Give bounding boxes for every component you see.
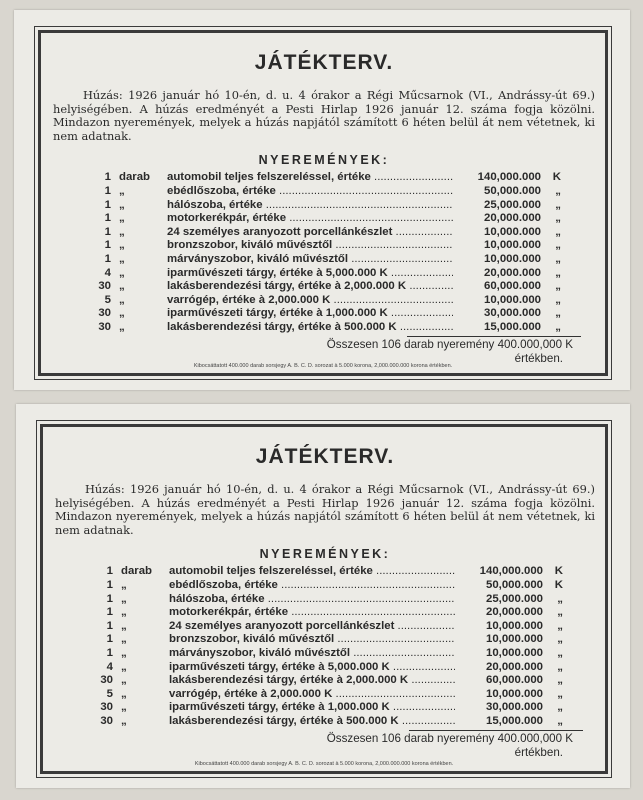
prize-list bbox=[53, 171, 595, 334]
prize-currency: „ bbox=[555, 225, 561, 238]
prize-value: 20,000.000 bbox=[485, 606, 543, 619]
prize-value: 10,000.000 bbox=[483, 252, 541, 265]
prize-unit: „ bbox=[121, 592, 127, 605]
total-line-2: értékben. bbox=[514, 745, 563, 759]
prize-row bbox=[55, 579, 595, 593]
prize-value: 25,000.000 bbox=[485, 592, 543, 605]
prize-value: 10,000.000 bbox=[483, 225, 541, 238]
prize-unit: „ bbox=[119, 266, 125, 279]
prize-qty: 30 bbox=[98, 307, 111, 320]
prize-value: 10,000.000 bbox=[485, 687, 543, 700]
prize-row bbox=[55, 565, 595, 579]
prize-unit: „ bbox=[121, 606, 127, 619]
prize-description: lakásberendezési tárgy, értéke à 2,000.000 K ..... bbox=[167, 280, 453, 294]
prize-value: 15,000.000 bbox=[483, 320, 541, 333]
ticket-card-top bbox=[14, 10, 630, 390]
prize-value: 10,000.000 bbox=[485, 633, 543, 646]
total-line-1: Összesen 106 darab nyeremény 400.000,000 K bbox=[326, 337, 573, 351]
prize-currency: „ bbox=[555, 239, 561, 252]
prize-qty: 5 bbox=[106, 687, 113, 700]
prize-qty: 1 bbox=[104, 252, 111, 265]
prize-description: automobil teljes felszereléssel, értéke ..... bbox=[169, 565, 455, 579]
prize-row bbox=[55, 661, 595, 675]
prize-currency: K bbox=[554, 578, 563, 591]
prize-qty: 1 bbox=[106, 578, 113, 591]
prize-row bbox=[55, 633, 595, 647]
prize-description: bronzszobor, kiváló művésztől ..... bbox=[167, 239, 453, 253]
prize-row bbox=[53, 226, 595, 240]
intro-text: Húzás: 1926 január hó 10-én, d. u. 4 órakor a Régi Műcsarnok (VI., Andrássy-út 69.) helyiségében. A húzás eredményét a Pesti Hirlap 1926 január 12. száma fogja közölni. Mindazon nyeremények, melyek a húzás napjától számított 6 héten belül át nem vétetnek, ki nem adatnak. bbox=[53, 88, 595, 143]
prize-description: motorkerékpár, értéke ..... bbox=[169, 606, 455, 620]
prize-unit: „ bbox=[121, 687, 127, 700]
prize-unit: „ bbox=[121, 701, 127, 714]
card-title: JÁTÉKTERV. bbox=[254, 51, 394, 74]
prize-description: bronzszobor, kiváló művésztől ..... bbox=[169, 633, 455, 647]
prize-value: 20,000.000 bbox=[483, 212, 541, 225]
prize-currency: „ bbox=[557, 687, 563, 700]
prize-currency: „ bbox=[555, 252, 561, 265]
prize-row bbox=[55, 701, 595, 715]
prize-unit: darab bbox=[119, 171, 151, 184]
prize-row bbox=[53, 212, 595, 226]
prize-unit: „ bbox=[119, 212, 125, 225]
prize-value: 25,000.000 bbox=[483, 198, 541, 211]
prize-currency: „ bbox=[555, 198, 561, 211]
prize-qty: 30 bbox=[98, 280, 111, 293]
prize-row bbox=[53, 280, 595, 294]
prize-qty: 1 bbox=[104, 225, 111, 238]
prize-description: iparművészeti tárgy, értéke à 5,000.000 K ..... bbox=[167, 267, 453, 281]
prize-qty: 30 bbox=[98, 320, 111, 333]
prize-unit: „ bbox=[119, 307, 125, 320]
prize-qty: 1 bbox=[106, 619, 113, 632]
prize-qty: 1 bbox=[104, 212, 111, 225]
prize-unit: „ bbox=[121, 646, 127, 659]
prize-unit: „ bbox=[119, 252, 125, 265]
prize-qty: 30 bbox=[100, 674, 113, 687]
prize-description: ebédlőszoba, értéke ..... bbox=[169, 579, 455, 593]
prize-description: lakásberendezési tárgy, értéke à 500.000 K ..... bbox=[167, 321, 453, 335]
prize-currency: „ bbox=[557, 660, 563, 673]
prize-currency: „ bbox=[555, 184, 561, 197]
prize-value: 20,000.000 bbox=[483, 266, 541, 279]
prize-unit: darab bbox=[121, 565, 153, 578]
prize-qty: 1 bbox=[104, 198, 111, 211]
prize-currency: „ bbox=[555, 307, 561, 320]
prize-description: iparművészeti tárgy, értéke à 1,000.000 K ..... bbox=[169, 701, 455, 715]
prize-description: márványszobor, kiváló művésztől ..... bbox=[169, 647, 455, 661]
prize-qty: 5 bbox=[104, 293, 111, 306]
prize-unit: „ bbox=[121, 714, 127, 727]
total-divider bbox=[409, 730, 583, 731]
card-title: JÁTÉKTERV. bbox=[255, 445, 395, 468]
prize-row bbox=[55, 674, 595, 688]
total-line-1: Összesen 106 darab nyeremény 400.000,000 K bbox=[326, 731, 573, 745]
prize-row bbox=[55, 593, 595, 607]
prize-description: iparművészeti tárgy, értéke à 5,000.000 K ..... bbox=[169, 661, 455, 675]
prize-value: 10,000.000 bbox=[483, 293, 541, 306]
prize-description: ebédlőszoba, értéke ..... bbox=[167, 185, 453, 199]
prizes-heading: NYEREMÉNYEK: bbox=[258, 153, 390, 168]
prize-qty: 1 bbox=[106, 592, 113, 605]
prize-value: 30,000.000 bbox=[483, 307, 541, 320]
prize-description: iparművészeti tárgy, értéke à 1,000.000 K ..... bbox=[167, 307, 453, 321]
prize-value: 30,000.000 bbox=[485, 701, 543, 714]
prize-value: 50,000.000 bbox=[483, 184, 541, 197]
prize-qty: 30 bbox=[100, 714, 113, 727]
prize-description: lakásberendezési tárgy, értéke à 2,000.000 K ..... bbox=[169, 674, 455, 688]
prize-currency: „ bbox=[555, 293, 561, 306]
prize-unit: „ bbox=[119, 198, 125, 211]
prize-row bbox=[53, 267, 595, 281]
prize-description: varrógép, értéke à 2,000.000 K ..... bbox=[169, 688, 455, 702]
prize-qty: 4 bbox=[104, 266, 111, 279]
prize-row bbox=[55, 715, 595, 729]
card-frame bbox=[38, 30, 608, 376]
prize-unit: „ bbox=[119, 184, 125, 197]
prize-value: 10,000.000 bbox=[485, 646, 543, 659]
prize-currency: K bbox=[552, 171, 561, 184]
prize-currency: „ bbox=[557, 619, 563, 632]
prize-description: motorkerékpár, értéke ..... bbox=[167, 212, 453, 226]
prize-value: 20,000.000 bbox=[485, 660, 543, 673]
prize-description: lakásberendezési tárgy, értéke à 500.000 K ..... bbox=[169, 715, 455, 729]
prize-currency: „ bbox=[557, 701, 563, 714]
prize-value: 50,000.000 bbox=[485, 578, 543, 591]
prize-list bbox=[55, 565, 595, 728]
prize-description: varrógép, értéke à 2,000.000 K ..... bbox=[167, 294, 453, 308]
prize-unit: „ bbox=[119, 280, 125, 293]
prize-unit: „ bbox=[119, 225, 125, 238]
prize-currency: „ bbox=[557, 633, 563, 646]
prize-value: 140,000.000 bbox=[477, 171, 541, 184]
prize-description: 24 személyes aranyozott porcellánkészlet ..... bbox=[167, 226, 453, 240]
prize-row bbox=[53, 199, 595, 213]
prize-qty: 4 bbox=[106, 660, 113, 673]
prize-currency: „ bbox=[555, 266, 561, 279]
prize-currency: „ bbox=[557, 714, 563, 727]
prize-currency: „ bbox=[557, 646, 563, 659]
prize-value: 15,000.000 bbox=[485, 714, 543, 727]
prize-currency: „ bbox=[557, 606, 563, 619]
prize-currency: „ bbox=[555, 212, 561, 225]
issue-footer: Kibocsáttatott 400.000 darab sorsjegy A. B. C. D. sorozat à 5.000 korona, 2,000.000.000 korona értékben. bbox=[193, 363, 453, 369]
prize-description: automobil teljes felszereléssel, értéke ..... bbox=[167, 171, 453, 185]
prize-row bbox=[53, 321, 595, 335]
prize-unit: „ bbox=[119, 239, 125, 252]
prize-description: hálószoba, értéke ..... bbox=[169, 593, 455, 607]
prize-qty: 1 bbox=[106, 606, 113, 619]
prize-currency: K bbox=[554, 565, 563, 578]
prize-qty: 1 bbox=[104, 184, 111, 197]
prize-row bbox=[53, 253, 595, 267]
prize-row bbox=[55, 620, 595, 634]
prize-value: 10,000.000 bbox=[483, 239, 541, 252]
total-divider bbox=[407, 336, 581, 337]
issue-footer: Kibocsáttatott 400.000 darab sorsjegy A. B. C. D. sorozat à 5.000 korona, 2,000.000.000 korona értékben. bbox=[194, 761, 454, 767]
prize-currency: „ bbox=[555, 320, 561, 333]
prize-value: 140,000.000 bbox=[479, 565, 543, 578]
prize-row bbox=[55, 688, 595, 702]
prize-row bbox=[55, 647, 595, 661]
prize-row bbox=[53, 239, 595, 253]
card-frame bbox=[40, 424, 608, 774]
total-line-2: értékben. bbox=[514, 351, 563, 365]
prize-value: 60,000.000 bbox=[483, 280, 541, 293]
prize-description: 24 személyes aranyozott porcellánkészlet ..... bbox=[169, 620, 455, 634]
prize-qty: 30 bbox=[100, 701, 113, 714]
prize-qty: 1 bbox=[104, 239, 111, 252]
prize-row bbox=[53, 171, 595, 185]
prize-description: márványszobor, kiváló művésztől ..... bbox=[167, 253, 453, 267]
prize-unit: „ bbox=[121, 674, 127, 687]
prize-description: hálószoba, értéke ..... bbox=[167, 199, 453, 213]
prize-currency: „ bbox=[557, 592, 563, 605]
prize-currency: „ bbox=[555, 280, 561, 293]
prize-value: 60,000.000 bbox=[485, 674, 543, 687]
prize-unit: „ bbox=[121, 619, 127, 632]
prize-currency: „ bbox=[557, 674, 563, 687]
prize-row bbox=[53, 294, 595, 308]
prize-unit: „ bbox=[121, 578, 127, 591]
prize-qty: 1 bbox=[104, 171, 111, 184]
prizes-heading: NYEREMÉNYEK: bbox=[259, 547, 391, 562]
prize-row bbox=[55, 606, 595, 620]
intro-text: Húzás: 1926 január hó 10-én, d. u. 4 órakor a Régi Műcsarnok (VI., Andrássy-út 69.) helyiségében. A húzás eredményét a Pesti Hirlap 1926 január 12. száma fogja közölni. Mindazon nyeremények, melyek a húzás napjától számított 6 héten belül át nem vétetnek, ki nem adatnak. bbox=[55, 482, 595, 537]
prize-value: 10,000.000 bbox=[485, 619, 543, 632]
ticket-card-bottom bbox=[16, 404, 630, 788]
prize-unit: „ bbox=[121, 660, 127, 673]
prize-qty: 1 bbox=[106, 646, 113, 659]
prize-unit: „ bbox=[119, 320, 125, 333]
prize-qty: 1 bbox=[106, 633, 113, 646]
prize-unit: „ bbox=[121, 633, 127, 646]
prize-unit: „ bbox=[119, 293, 125, 306]
prize-row bbox=[53, 307, 595, 321]
prize-row bbox=[53, 185, 595, 199]
prize-qty: 1 bbox=[106, 565, 113, 578]
